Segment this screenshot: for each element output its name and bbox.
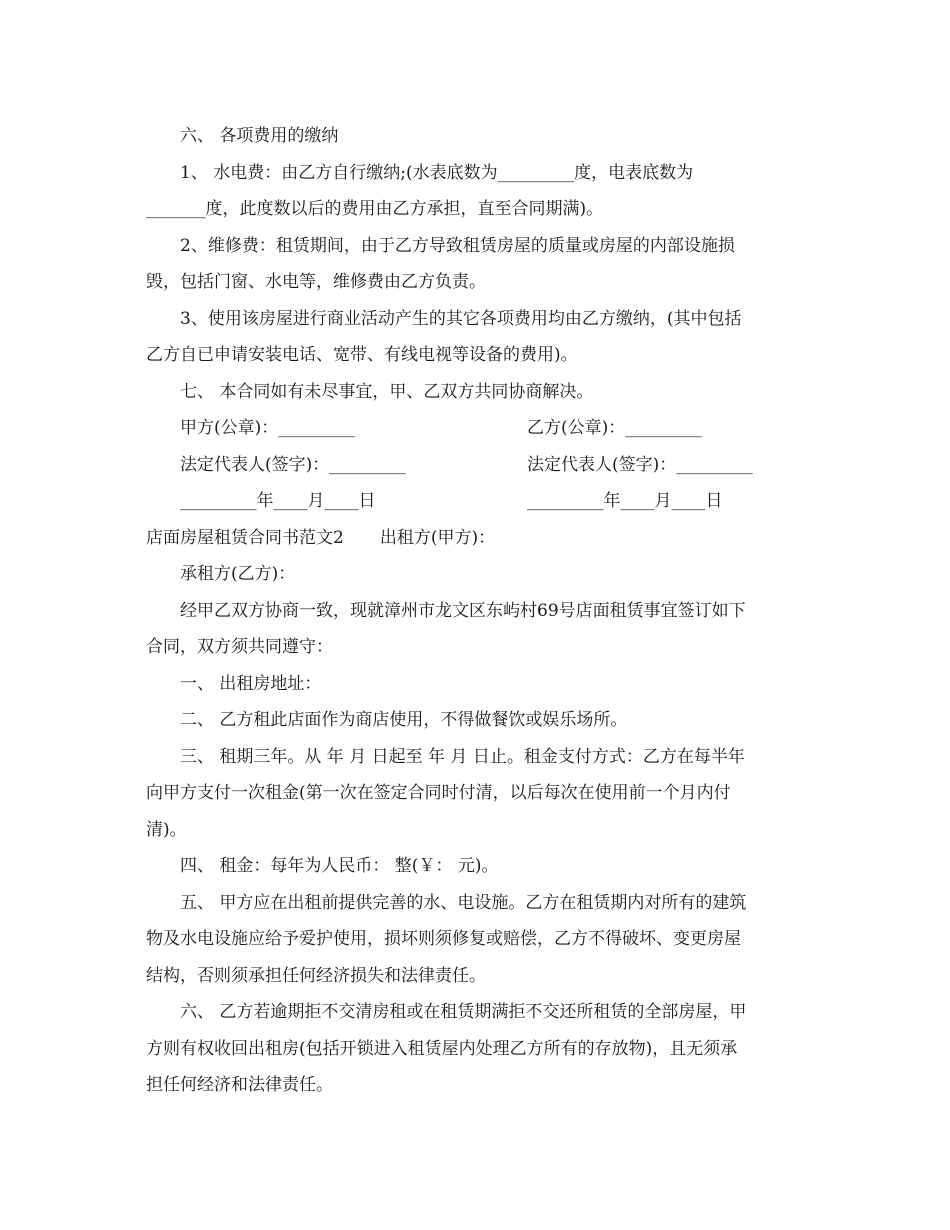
signature-row-seal xyxy=(146,410,806,447)
clause-utilities-cont: _______度，此度数以后的费用由乙方承担，直至合同期满)。 xyxy=(146,199,604,219)
contract-title: 店面房屋租赁合同书范文2 xyxy=(146,527,344,548)
clause-term: 三、 租期三年。从 年 月 日起至 年 月 日止。租金支付方式：乙方在每半年 xyxy=(180,746,745,767)
clause-facilities-end: 结构，否则须承担任何经济损失和法律责任。 xyxy=(146,965,486,986)
party-a-rep: 法定代表人(签字)：_________ xyxy=(180,454,406,475)
party-a-date: _________年____月____日 xyxy=(180,491,376,511)
clause-utilities: 1、 水电费：由乙方自行缴纳;(水表底数为_________度，电表底数为 xyxy=(180,162,694,183)
clause-facilities-cont: 物及水电设施应给予爱护使用，损坏则须修复或赔偿，乙方不得破坏、变更房屋 xyxy=(146,929,741,949)
signature-row-date xyxy=(146,483,806,520)
party-b-date: _________年____月____日 xyxy=(527,491,723,511)
signature-row-rep xyxy=(146,447,806,484)
agreement-intro: 经甲乙双方协商一致，现就漳州市龙文区东屿村69号店面租赁事宜签订如下 xyxy=(180,600,746,621)
section-heading-fees: 六、 各项费用的缴纳 xyxy=(180,126,339,146)
clause-overdue: 六、 乙方若逾期拒不交清房租或在租赁期满拒不交还所租赁的全部房屋，甲 xyxy=(180,1002,747,1022)
clause-rent: 四、 租金：每年为人民币： 整(￥： 元)。 xyxy=(180,856,499,876)
contract-title-2 xyxy=(146,520,806,557)
lessor-label: 出租方(甲方)： xyxy=(379,527,496,548)
clause-term-end: 清)。 xyxy=(146,819,187,840)
clause-overdue-cont: 方则有权收回出租房(包括开锁进入租赁屋内处理乙方所有的存放物)，且无须承 xyxy=(146,1038,738,1059)
document-body xyxy=(146,118,806,1104)
lessee-label: 承租方(乙方)： xyxy=(180,564,296,584)
clause-facilities: 五、 甲方应在出租前提供完善的水、电设施。乙方在租赁期内对所有的建筑 xyxy=(180,892,747,913)
party-a-seal: 甲方(公章)：_________ xyxy=(180,418,355,438)
party-b-seal: 乙方(公章)：_________ xyxy=(527,418,702,438)
clause-address: 一、 出租房地址： xyxy=(180,673,322,694)
clause-repairs: 2、维修费：租赁期间，由于乙方导致租赁房屋的质量或房屋的内部设施损 xyxy=(180,235,735,256)
party-b-rep: 法定代表人(签字)：_________ xyxy=(527,454,753,475)
clause-overdue-end: 担任何经济和法律责任。 xyxy=(146,1075,333,1095)
agreement-intro-cont: 合同，双方须共同遵守： xyxy=(146,637,333,657)
clause-term-cont: 向甲方支付一次租金(第一次在签定合同时付清，以后每次在使用前一个月内付 xyxy=(146,783,731,803)
clause-repairs-cont: 毁，包括门窗、水电等，维修费由乙方负责。 xyxy=(146,272,486,292)
clause-other-fees-cont: 乙方自已申请安装电话、宽带、有线电视等设备的费用)。 xyxy=(146,345,578,365)
clause-usage: 二、 乙方租此店面作为商店使用，不得做餐饮或娱乐场所。 xyxy=(180,710,628,730)
clause-other-fees: 3、使用该房屋进行商业活动产生的其它各项费用均由乙方缴纳，(其中包括 xyxy=(180,308,742,329)
section-seven: 七、 本合同如有未尽事宜，甲、乙双方共同协商解决。 xyxy=(180,381,594,402)
